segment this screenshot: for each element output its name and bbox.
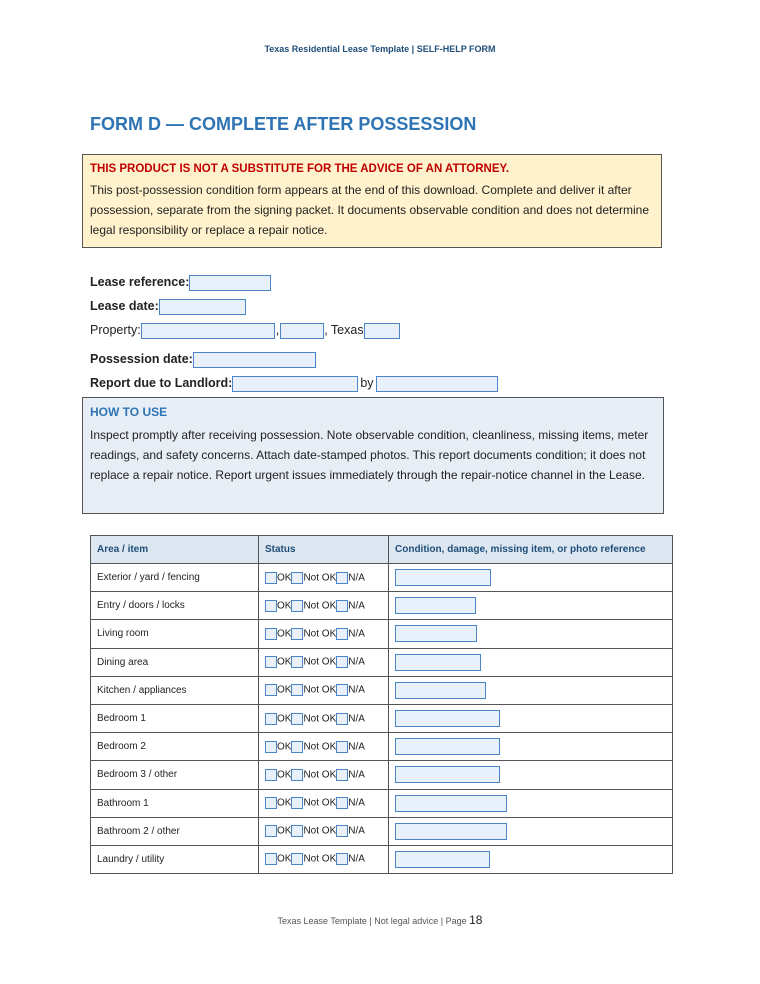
report-due-by-label: by bbox=[360, 376, 374, 390]
possession-date-label: Possession date: bbox=[90, 352, 193, 366]
table-row bbox=[91, 620, 673, 648]
status-option-label: OK bbox=[277, 572, 292, 584]
lease-date-label: Lease date: bbox=[90, 299, 159, 313]
condition-note-field[interactable] bbox=[395, 710, 500, 727]
status-cell bbox=[259, 564, 389, 592]
condition-note-field[interactable] bbox=[395, 766, 500, 783]
status-option-label: Not OK bbox=[303, 656, 337, 668]
status-option-label: OK bbox=[277, 656, 292, 668]
status-option-label: N/A bbox=[348, 713, 365, 725]
page-footer bbox=[0, 913, 760, 927]
condition-note-field[interactable] bbox=[395, 738, 500, 755]
area-cell: Living room bbox=[91, 620, 259, 648]
property-street-field[interactable] bbox=[141, 323, 275, 339]
status-checkbox-na[interactable] bbox=[336, 572, 348, 584]
status-cell bbox=[259, 817, 389, 845]
table-row bbox=[91, 845, 673, 873]
table-row bbox=[91, 704, 673, 732]
status-checkbox-not-ok[interactable] bbox=[291, 853, 303, 865]
condition-note-field[interactable] bbox=[395, 654, 481, 671]
status-checkbox-na[interactable] bbox=[336, 684, 348, 696]
area-cell: Bathroom 1 bbox=[91, 789, 259, 817]
area-cell: Entry / doors / locks bbox=[91, 592, 259, 620]
condition-note-field[interactable] bbox=[395, 597, 476, 614]
notice-title: THIS PRODUCT IS NOT A SUBSTITUTE FOR THE ADVICE OF AN ATTORNEY. bbox=[90, 163, 510, 175]
condition-cell bbox=[389, 592, 673, 620]
condition-cell bbox=[389, 789, 673, 817]
status-cell bbox=[259, 620, 389, 648]
status-cell bbox=[259, 676, 389, 704]
status-option-label: Not OK bbox=[303, 741, 337, 753]
status-option-label: Not OK bbox=[303, 713, 337, 725]
report-due-method-field[interactable] bbox=[376, 376, 498, 392]
status-checkbox-ok[interactable] bbox=[265, 741, 277, 753]
condition-cell bbox=[389, 704, 673, 732]
possession-date-row bbox=[90, 350, 316, 368]
status-checkbox-na[interactable] bbox=[336, 769, 348, 781]
property-state-label: , Texas bbox=[324, 323, 364, 337]
status-option-label: Not OK bbox=[303, 628, 337, 640]
status-checkbox-not-ok[interactable] bbox=[291, 825, 303, 837]
condition-cell bbox=[389, 845, 673, 873]
possession-date-field[interactable] bbox=[193, 352, 316, 368]
status-checkbox-ok[interactable] bbox=[265, 628, 277, 640]
status-option-label: N/A bbox=[348, 628, 365, 640]
status-cell bbox=[259, 761, 389, 789]
status-checkbox-not-ok[interactable] bbox=[291, 684, 303, 696]
property-row bbox=[90, 321, 400, 339]
area-cell: Laundry / utility bbox=[91, 845, 259, 873]
inspection-table bbox=[90, 535, 673, 874]
status-checkbox-not-ok[interactable] bbox=[291, 628, 303, 640]
status-option-label: OK bbox=[277, 741, 292, 753]
status-checkbox-not-ok[interactable] bbox=[291, 600, 303, 612]
condition-cell bbox=[389, 564, 673, 592]
status-option-label: OK bbox=[277, 853, 292, 865]
col-header-status: Status bbox=[259, 536, 389, 564]
status-option-label: Not OK bbox=[303, 853, 337, 865]
status-checkbox-not-ok[interactable] bbox=[291, 656, 303, 668]
table-row bbox=[91, 789, 673, 817]
area-cell: Dining area bbox=[91, 648, 259, 676]
status-option-label: OK bbox=[277, 600, 292, 612]
col-header-condition: Condition, damage, missing item, or photo reference bbox=[389, 536, 673, 564]
status-checkbox-ok[interactable] bbox=[265, 656, 277, 668]
condition-note-field[interactable] bbox=[395, 569, 491, 586]
status-option-label: N/A bbox=[348, 600, 365, 612]
area-cell: Kitchen / appliances bbox=[91, 676, 259, 704]
lease-reference-field[interactable] bbox=[189, 275, 271, 291]
status-option-label: Not OK bbox=[303, 797, 337, 809]
status-option-label: Not OK bbox=[303, 600, 337, 612]
table-row bbox=[91, 676, 673, 704]
status-checkbox-na[interactable] bbox=[336, 741, 348, 753]
area-cell: Bathroom 2 / other bbox=[91, 817, 259, 845]
status-cell bbox=[259, 733, 389, 761]
condition-cell bbox=[389, 817, 673, 845]
status-checkbox-not-ok[interactable] bbox=[291, 572, 303, 584]
page-number: 18 bbox=[469, 913, 483, 927]
status-checkbox-na[interactable] bbox=[336, 600, 348, 612]
condition-cell bbox=[389, 761, 673, 789]
status-checkbox-na[interactable] bbox=[336, 628, 348, 640]
lease-date-field[interactable] bbox=[159, 299, 246, 315]
lease-date-row bbox=[90, 297, 246, 315]
status-option-label: N/A bbox=[348, 797, 365, 809]
condition-note-field[interactable] bbox=[395, 682, 486, 699]
status-checkbox-na[interactable] bbox=[336, 825, 348, 837]
area-cell: Bedroom 3 / other bbox=[91, 761, 259, 789]
report-due-row bbox=[90, 374, 498, 392]
property-label: Property: bbox=[90, 323, 141, 337]
status-checkbox-ok[interactable] bbox=[265, 572, 277, 584]
status-checkbox-ok[interactable] bbox=[265, 600, 277, 612]
report-due-date-field[interactable] bbox=[232, 376, 358, 392]
table-row bbox=[91, 648, 673, 676]
status-checkbox-ok[interactable] bbox=[265, 769, 277, 781]
status-option-label: Not OK bbox=[303, 825, 337, 837]
condition-cell bbox=[389, 676, 673, 704]
lease-reference-label: Lease reference: bbox=[90, 275, 190, 289]
status-option-label: OK bbox=[277, 797, 292, 809]
condition-note-field[interactable] bbox=[395, 823, 507, 840]
status-option-label: Not OK bbox=[303, 684, 337, 696]
status-checkbox-ok[interactable] bbox=[265, 825, 277, 837]
status-cell bbox=[259, 648, 389, 676]
status-option-label: Not OK bbox=[303, 769, 337, 781]
status-cell bbox=[259, 592, 389, 620]
status-option-label: N/A bbox=[348, 825, 365, 837]
status-option-label: N/A bbox=[348, 656, 365, 668]
status-checkbox-na[interactable] bbox=[336, 713, 348, 725]
condition-note-field[interactable] bbox=[395, 851, 490, 868]
status-checkbox-na[interactable] bbox=[336, 853, 348, 865]
condition-cell bbox=[389, 620, 673, 648]
col-header-area: Area / item bbox=[91, 536, 259, 564]
condition-cell bbox=[389, 733, 673, 761]
status-option-label: Not OK bbox=[303, 572, 337, 584]
table-row bbox=[91, 817, 673, 845]
area-cell: Exterior / yard / fencing bbox=[91, 564, 259, 592]
status-checkbox-not-ok[interactable] bbox=[291, 769, 303, 781]
table-row bbox=[91, 592, 673, 620]
status-checkbox-ok[interactable] bbox=[265, 853, 277, 865]
status-option-label: OK bbox=[277, 684, 292, 696]
how-to-use-text: Inspect promptly after receiving possession. Note observable condition, cleanliness, missing items, meter readings, and safety concerns. Attach date-stamped photos. This report documents condition; it does not replace a repair notice. Report urgent issues immediately through the repair-notice channel in the Lease. bbox=[90, 428, 649, 482]
condition-cell bbox=[389, 648, 673, 676]
status-checkbox-not-ok[interactable] bbox=[291, 741, 303, 753]
status-option-label: N/A bbox=[348, 684, 365, 696]
status-checkbox-ok[interactable] bbox=[265, 713, 277, 725]
status-option-label: N/A bbox=[348, 853, 365, 865]
form-title: FORM D — COMPLETE AFTER POSSESSION bbox=[90, 114, 477, 134]
status-checkbox-ok[interactable] bbox=[265, 797, 277, 809]
status-checkbox-not-ok[interactable] bbox=[291, 797, 303, 809]
status-option-label: OK bbox=[277, 825, 292, 837]
condition-note-field[interactable] bbox=[395, 795, 507, 812]
status-option-label: OK bbox=[277, 713, 292, 725]
table-row bbox=[91, 733, 673, 761]
notice-text: This post-possession condition form appears at the end of this download. Complete and deliver it after possession, separate from the signing packet. It documents observable condition and does not determine legal responsibility or replace a repair notice. bbox=[90, 183, 650, 237]
status-cell bbox=[259, 704, 389, 732]
area-cell: Bedroom 2 bbox=[91, 733, 259, 761]
table-row bbox=[91, 761, 673, 789]
status-cell bbox=[259, 845, 389, 873]
property-comma: , bbox=[275, 323, 280, 337]
table-row bbox=[91, 564, 673, 592]
lease-reference-row bbox=[90, 273, 271, 291]
status-checkbox-not-ok[interactable] bbox=[291, 713, 303, 725]
how-to-use-box bbox=[82, 397, 664, 514]
property-city-field[interactable] bbox=[280, 323, 324, 339]
status-option-label: OK bbox=[277, 769, 292, 781]
status-option-label: N/A bbox=[348, 572, 365, 584]
status-option-label: N/A bbox=[348, 769, 365, 781]
status-checkbox-ok[interactable] bbox=[265, 684, 277, 696]
condition-note-field[interactable] bbox=[395, 625, 477, 642]
page-header: Texas Residential Lease Template | SELF-HELP FORM bbox=[264, 44, 496, 54]
status-option-label: N/A bbox=[348, 741, 365, 753]
area-cell: Bedroom 1 bbox=[91, 704, 259, 732]
status-checkbox-na[interactable] bbox=[336, 656, 348, 668]
report-due-label: Report due to Landlord: bbox=[90, 376, 233, 390]
how-to-use-title: HOW TO USE bbox=[90, 405, 168, 419]
status-cell bbox=[259, 789, 389, 817]
table-header-row bbox=[91, 536, 673, 564]
status-option-label: OK bbox=[277, 628, 292, 640]
property-zip-field[interactable] bbox=[364, 323, 400, 339]
attorney-notice bbox=[82, 154, 662, 248]
footer-text: Texas Lease Template | Not legal advice | Page bbox=[277, 916, 470, 926]
status-checkbox-na[interactable] bbox=[336, 797, 348, 809]
